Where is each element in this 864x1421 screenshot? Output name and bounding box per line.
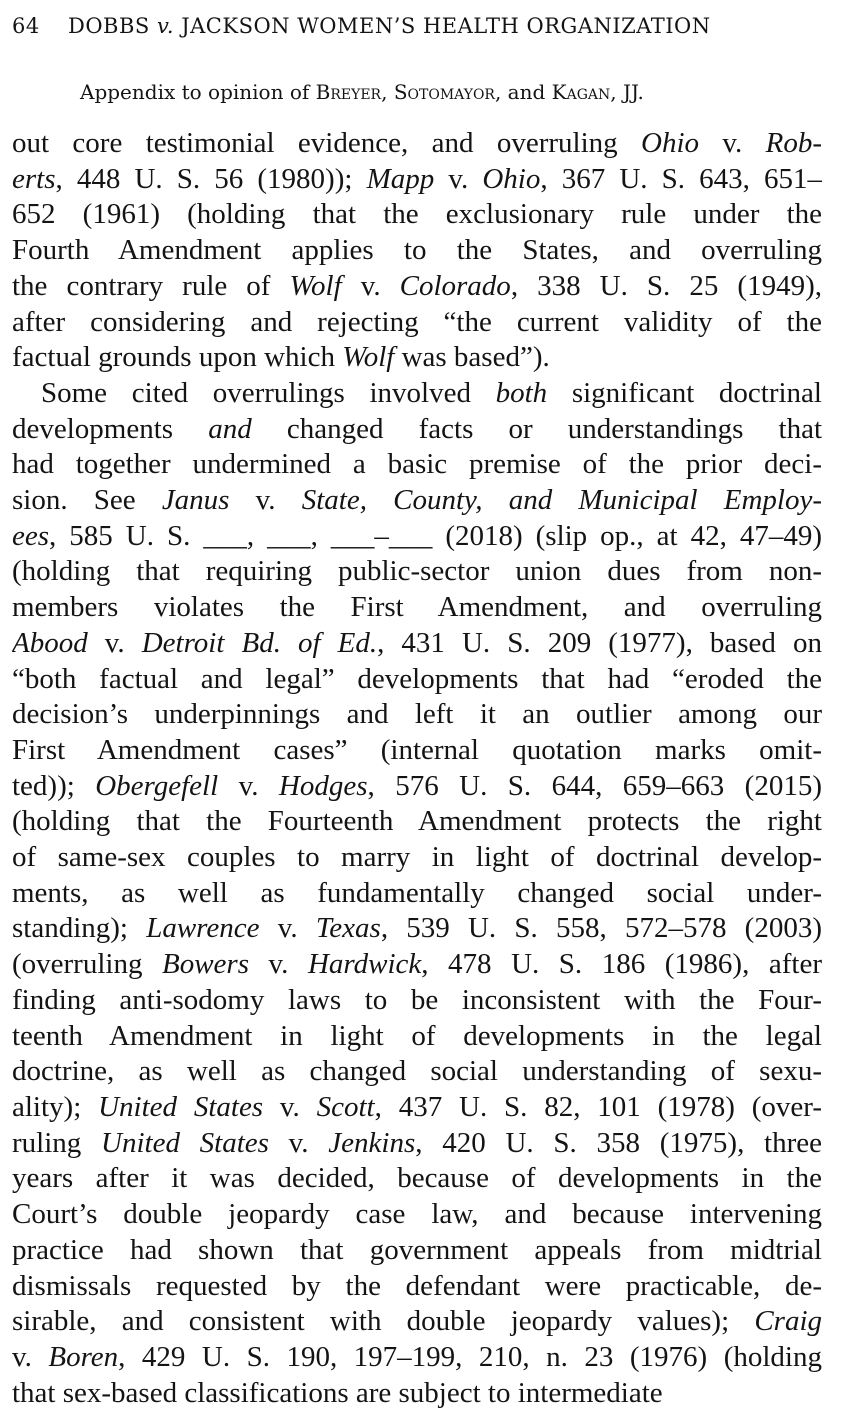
paragraph xyxy=(12,376,822,1411)
text-run: v. xyxy=(229,484,302,517)
text-line xyxy=(12,697,822,733)
text-run: years after it was decided, because of developments in the xyxy=(12,1162,822,1195)
case-title-v: v. xyxy=(156,14,175,38)
case-name: Bowers xyxy=(162,948,249,981)
case-name: Craig xyxy=(754,1305,822,1338)
text-line xyxy=(12,804,822,840)
case-name: Detroit Bd. of Ed. xyxy=(141,626,378,659)
case-name: ees xyxy=(12,519,50,552)
text-run: , 338 U. S. 25 (1949), xyxy=(510,269,822,302)
case-name: Jenkins xyxy=(328,1126,416,1159)
text-line xyxy=(12,269,822,305)
text-line xyxy=(12,626,822,662)
text-run: finding anti-sodomy laws to be inconsistent with the Four- xyxy=(12,983,822,1016)
text-run: was based”). xyxy=(394,341,550,374)
text-run: factual grounds upon which xyxy=(12,341,343,374)
text-run: , 585 U. S. ___, ___, ___–___ (2018) (slip op., at 42, 47–49) xyxy=(49,519,822,552)
text-line xyxy=(12,1019,822,1055)
text-run: members violates the First Amendment, and overruling xyxy=(12,591,822,624)
text-run: Fourth Amendment applies to the States, and overruling xyxy=(12,234,822,267)
text-line xyxy=(12,1126,822,1162)
text-line xyxy=(12,876,822,912)
text-line xyxy=(12,983,822,1019)
opinion-body xyxy=(12,126,822,1411)
text-run: (holding that the Fourteenth Amendment protects the right xyxy=(12,805,822,838)
text-run: dismissals requested by the defendant were practicable, de- xyxy=(12,1269,822,1302)
text-line xyxy=(12,412,822,448)
text-run: ted)); xyxy=(12,769,96,802)
text-run: v. xyxy=(249,948,308,981)
case-name: Lawrence xyxy=(146,912,260,945)
case-name: erts xyxy=(12,162,56,195)
case-name: Mapp xyxy=(366,162,435,195)
text-line xyxy=(12,162,822,198)
text-line xyxy=(12,1233,822,1269)
text-run: “both factual and legal” developments that had “eroded the xyxy=(12,662,822,695)
text-run: v. xyxy=(218,769,279,802)
case-name: Scott xyxy=(316,1090,375,1123)
text-run: v. xyxy=(263,1090,317,1123)
text-line xyxy=(12,840,822,876)
text-run: v. xyxy=(268,1126,329,1159)
text-line xyxy=(12,340,822,376)
text-line xyxy=(12,1269,822,1305)
text-line xyxy=(12,1161,822,1197)
text-run: decision’s underpinnings and left it an outlier among our xyxy=(12,698,822,731)
text-run: , 431 U. S. 209 (1977), based on xyxy=(377,626,822,659)
case-name: Hodges xyxy=(278,769,368,802)
text-run: ruling xyxy=(12,1126,102,1159)
text-line xyxy=(12,911,822,947)
text-run: of same-sex couples to marry in light of doctrinal develop- xyxy=(12,841,822,874)
text-run: v. xyxy=(12,1340,49,1373)
text-run: (overruling xyxy=(12,948,162,981)
case-name: Janus xyxy=(161,484,230,517)
text-run: 652 (1961) (holding that the exclusionary rule under the xyxy=(12,198,822,231)
text-line xyxy=(12,733,822,769)
text-run: doctrine, as well as changed social understanding of sexu- xyxy=(12,1055,822,1088)
case-name: both xyxy=(495,376,548,409)
case-name: Boren xyxy=(48,1340,119,1373)
justice-kagan: Kagan xyxy=(551,80,611,104)
text-run: , 420 U. S. 358 (1975), three xyxy=(415,1126,822,1159)
case-name: Abood xyxy=(12,626,88,659)
text-run: , 478 U. S. 186 (1986), after xyxy=(421,948,822,981)
case-name: and xyxy=(208,412,252,445)
text-run: sion. See xyxy=(12,484,162,517)
text-run: , 367 U. S. 643, 651– xyxy=(540,162,822,195)
case-name: State, County, and Municipal Employ- xyxy=(301,484,822,517)
appendix-prefix: Appendix to opinion of xyxy=(80,80,316,104)
text-line xyxy=(12,1304,822,1340)
case-name: Wolf xyxy=(342,341,395,374)
text-run: , 437 U. S. 82, 101 (1978) (over- xyxy=(374,1090,822,1123)
case-title-part2: JACKSON WOMEN’S HEALTH ORGANIZATION xyxy=(174,14,711,38)
text-run: after considering and rejecting “the current validity of the xyxy=(12,305,822,338)
text-run: v. xyxy=(341,269,400,302)
case-name: Texas xyxy=(315,912,381,945)
appendix-heading xyxy=(80,78,644,106)
text-run: developments xyxy=(12,412,209,445)
case-name: Hardwick xyxy=(307,948,422,981)
text-run: Some cited overrulings involved xyxy=(41,376,496,409)
text-run: , 539 U. S. 558, 572–578 (2003) xyxy=(380,912,822,945)
text-line xyxy=(12,197,822,233)
text-run: the contrary rule of xyxy=(12,269,290,302)
text-run: v. xyxy=(87,626,142,659)
text-run: ments, as well as fundamentally changed social under- xyxy=(12,876,822,909)
text-run: teenth Amendment in light of developments in the legal xyxy=(12,1019,822,1052)
running-header xyxy=(12,12,711,40)
text-run: First Amendment cases” (internal quotation marks omit- xyxy=(12,733,822,766)
page-number: 64 xyxy=(12,14,40,38)
text-run: changed facts or understandings that xyxy=(251,412,822,445)
case-name: Ohio xyxy=(482,162,541,195)
text-run: significant doctrinal xyxy=(547,376,822,409)
case-name: Ohio xyxy=(641,127,700,159)
case-name: United States xyxy=(98,1090,264,1123)
case-name: United States xyxy=(101,1126,269,1159)
text-line xyxy=(12,662,822,698)
text-line xyxy=(12,519,822,555)
text-run: ality); xyxy=(12,1090,99,1123)
text-line xyxy=(12,1376,822,1412)
text-run: Court’s double jeopardy case law, and because intervening xyxy=(12,1198,822,1231)
text-line xyxy=(12,1090,822,1126)
appendix-suffix: , JJ. xyxy=(610,80,644,104)
text-run: standing); xyxy=(12,912,147,945)
text-line xyxy=(12,126,822,162)
text-run: had together undermined a basic premise of the prior deci- xyxy=(12,448,822,481)
case-name: Rob- xyxy=(765,127,822,159)
text-line xyxy=(12,1340,822,1376)
case-name: Wolf xyxy=(289,269,342,302)
case-name: Colorado xyxy=(399,269,511,302)
text-run: that sex-based classifications are subject to intermediate xyxy=(12,1376,663,1409)
text-run: sirable, and consistent with double jeopardy values); xyxy=(12,1305,755,1338)
text-run: v. xyxy=(259,912,316,945)
text-line xyxy=(12,483,822,519)
text-line xyxy=(12,1054,822,1090)
text-line xyxy=(12,305,822,341)
text-run: , 429 U. S. 190, 197–199, 210, n. 23 (1976) (holding xyxy=(118,1340,822,1373)
text-run: out core testimonial evidence, and overruling xyxy=(12,127,642,159)
case-title-part1: DOBBS xyxy=(68,14,157,38)
text-run: v. xyxy=(699,127,766,159)
text-line xyxy=(12,554,822,590)
text-run: v. xyxy=(434,162,483,195)
text-run: (holding that requiring public-sector union dues from non- xyxy=(12,555,822,588)
text-line xyxy=(12,233,822,269)
text-line xyxy=(12,447,822,483)
paragraph xyxy=(12,126,822,376)
text-line xyxy=(12,590,822,626)
text-run: practice had shown that government appeals from midtrial xyxy=(12,1233,822,1266)
appendix-sep1: , xyxy=(381,80,394,104)
justice-sotomayor: Sotomayor xyxy=(393,80,495,104)
text-line xyxy=(12,769,822,805)
text-line xyxy=(12,376,822,412)
text-run: , 576 U. S. 644, 659–663 (2015) xyxy=(367,769,822,802)
case-name: Obergefell xyxy=(95,769,219,802)
text-line xyxy=(12,947,822,983)
appendix-sep2: , and xyxy=(494,80,552,104)
justice-breyer: Breyer xyxy=(315,80,382,104)
text-run: , 448 U. S. 56 (1980)); xyxy=(55,162,367,195)
text-line xyxy=(12,1197,822,1233)
